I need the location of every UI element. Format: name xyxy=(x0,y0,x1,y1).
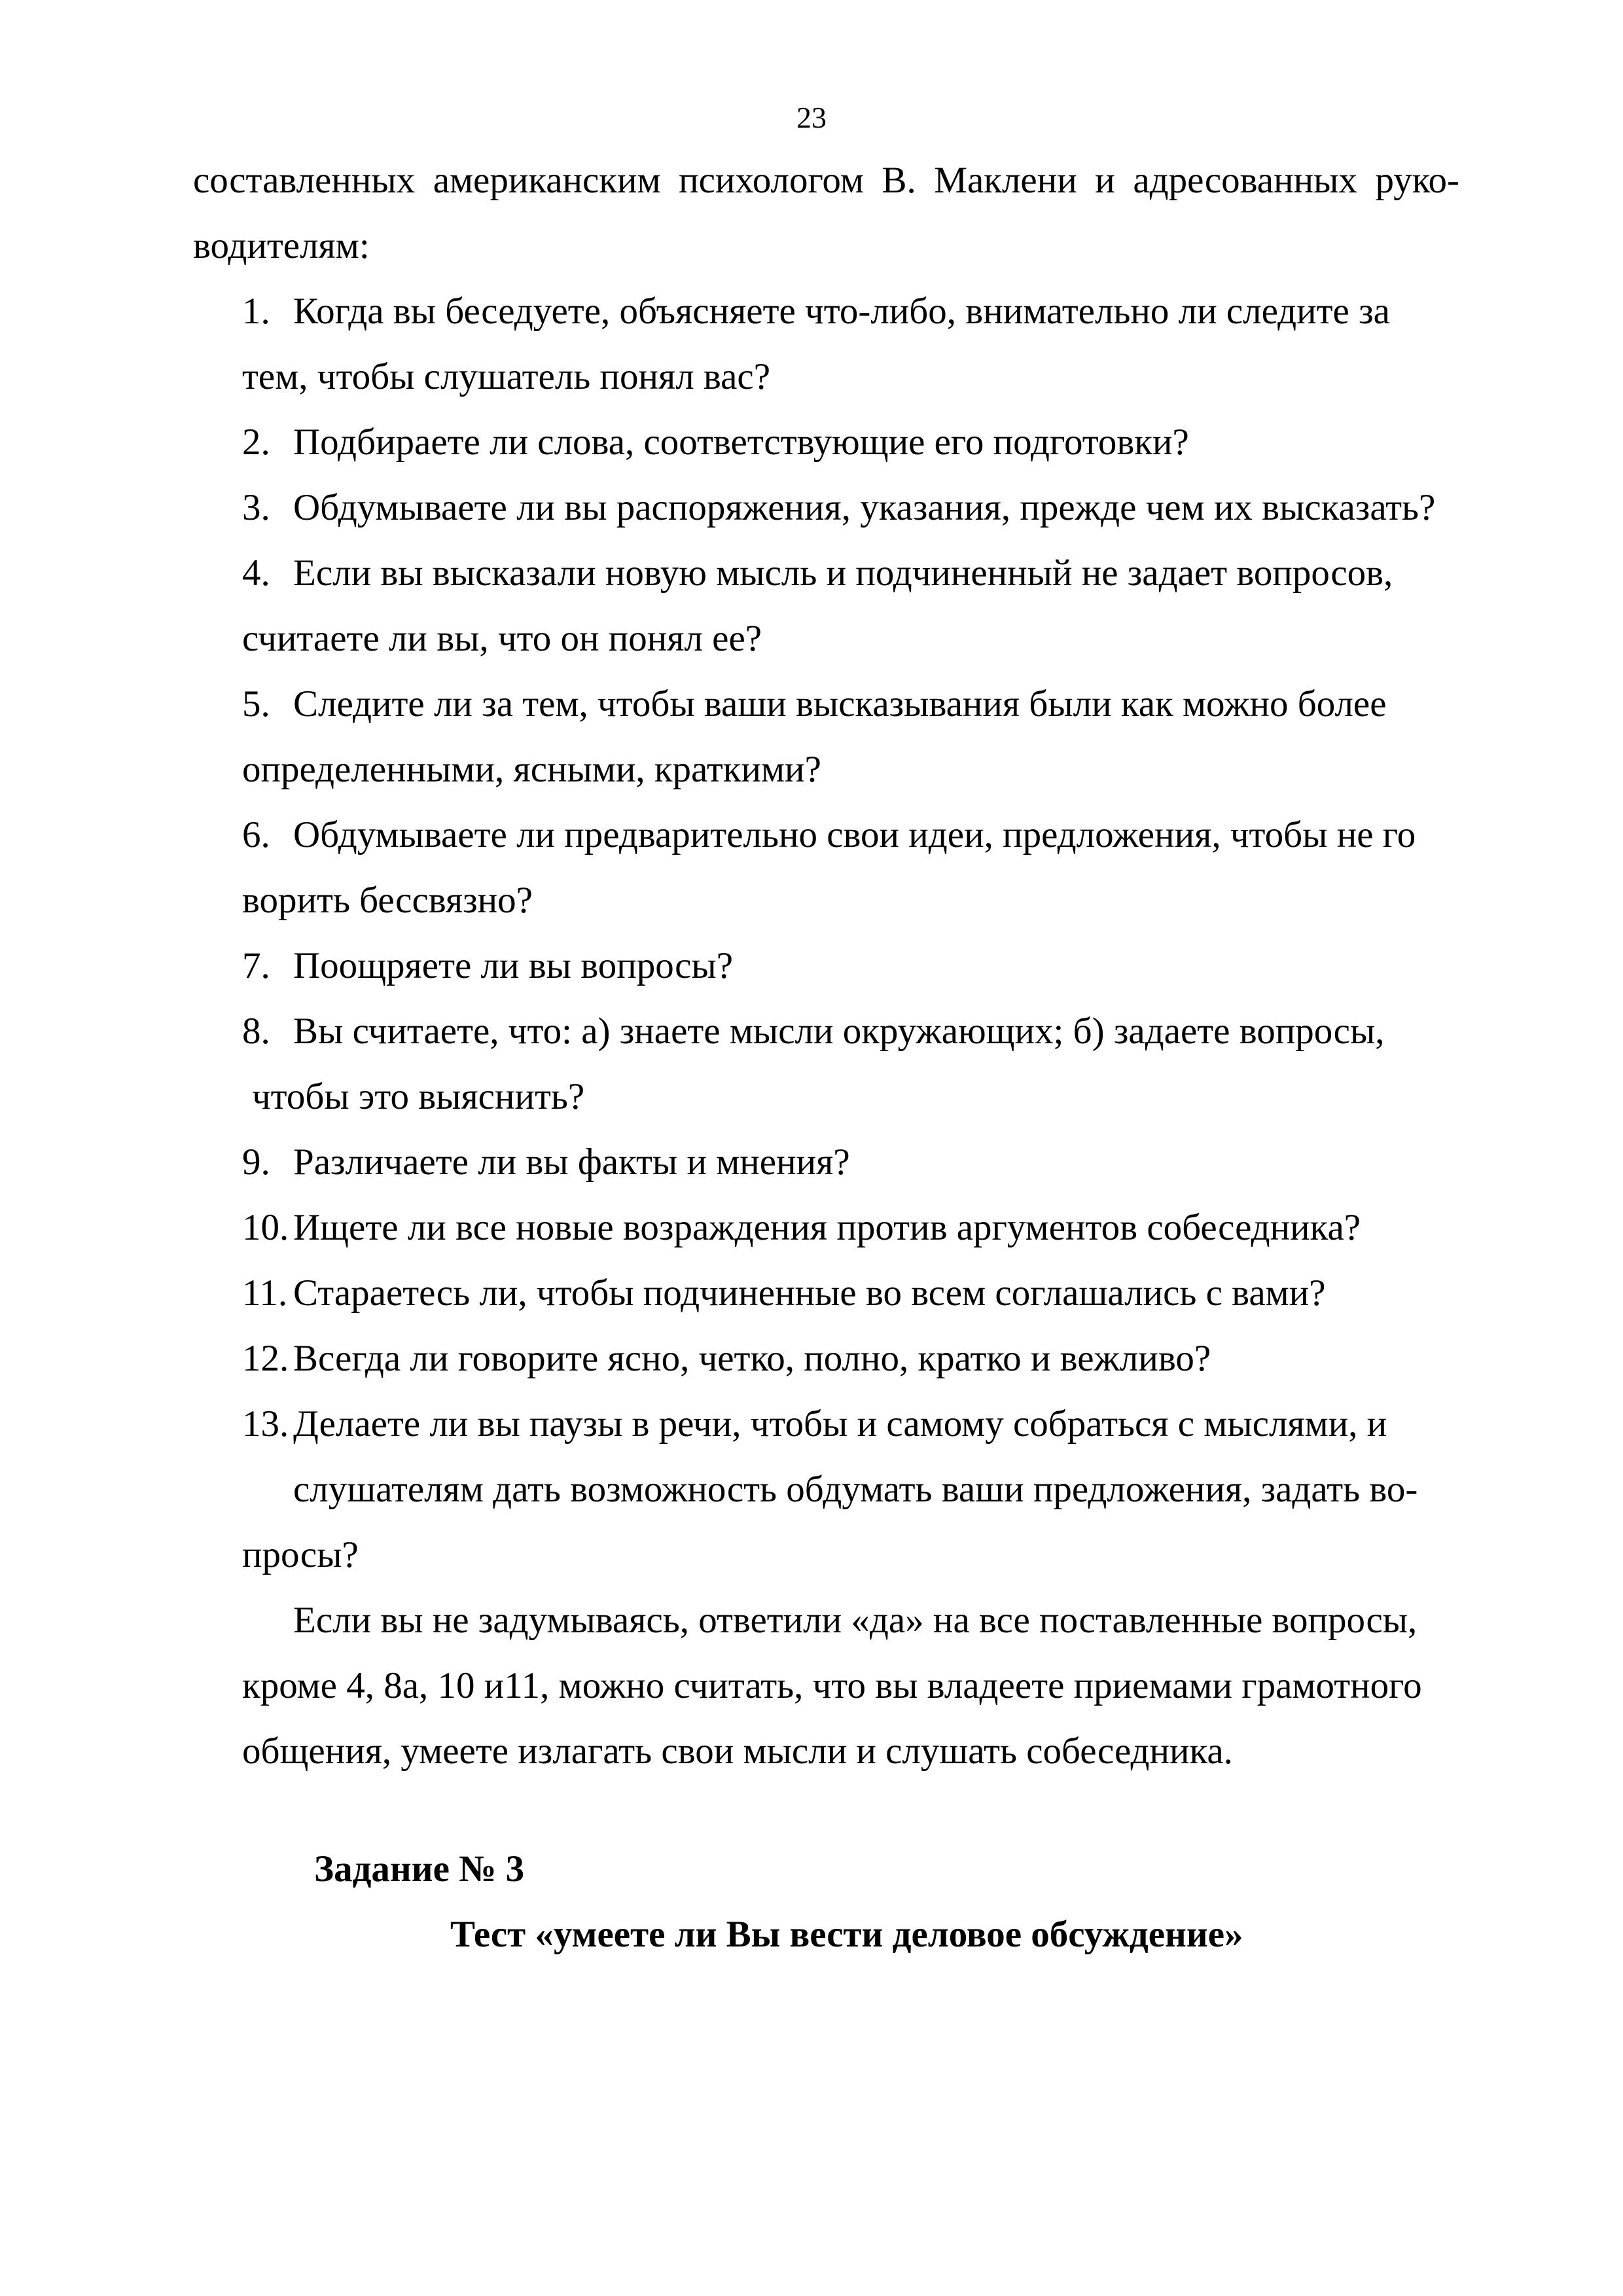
list-item-continuation: слушателям дать возможность обдумать ваши предложения, задать во- xyxy=(293,1469,1418,1510)
list-item-continuation: определенными, ясными, краткими? xyxy=(242,749,821,790)
list-item-text: Поощряете ли вы вопросы? xyxy=(293,945,734,986)
list-item xyxy=(242,485,1435,531)
list-item-number: 3. xyxy=(242,487,270,528)
list-item-text: Вы считаете, что: а) знаете мысли окружающих; б) задаете вопросы, xyxy=(293,1011,1385,1052)
list-item-number: 8. xyxy=(242,1011,270,1052)
list-item-text: Делаете ли вы паузы в речи, чтобы и самому собраться с мыслями, и xyxy=(293,1403,1387,1444)
list-item-number: 1. xyxy=(242,291,270,332)
list-item-number: 9. xyxy=(242,1141,270,1183)
list-item-text: Когда вы беседуете, объясняете что-либо, внимательно ли следите за xyxy=(293,291,1390,332)
task-heading: Задание № 3 xyxy=(314,1848,525,1890)
intro-line-2: водителям: xyxy=(193,225,370,266)
list-item-text: Ищете ли все новые возраждения против аргументов собеседника? xyxy=(293,1207,1361,1248)
list-item-continuation: считаете ли вы, что он понял ее? xyxy=(242,618,762,659)
intro-line-1: составленных американским психологом В. Маклени и адресованных руко- xyxy=(193,160,1459,201)
list-item-text: Различаете ли вы факты и мнения? xyxy=(293,1141,850,1183)
list-item-continuation: просы? xyxy=(242,1534,359,1575)
list-item xyxy=(242,1139,850,1185)
list-item xyxy=(242,1270,1326,1316)
list-item-number: 5. xyxy=(242,683,270,725)
list-item-number: 10. xyxy=(242,1207,289,1248)
page-number: 23 xyxy=(796,101,827,134)
list-item xyxy=(242,420,1189,465)
list-item-number: 4. xyxy=(242,552,270,594)
conclusion-line-1: Если вы не задумываясь, ответили «да» на все поставленные вопросы, xyxy=(293,1600,1418,1641)
task-title: Тест «умеете ли Вы вести деловое обсуждение» xyxy=(450,1914,1243,1955)
list-item-number: 13. xyxy=(242,1403,289,1444)
conclusion-line-3: общения, умеете излагать свои мысли и слушать собеседника. xyxy=(242,1731,1233,1772)
list-item xyxy=(242,681,1387,727)
list-item-continuation: чтобы это выяснить? xyxy=(252,1076,585,1117)
list-item xyxy=(242,943,733,989)
list-item-text: Обдумываете ли вы распоряжения, указания, прежде чем их высказать? xyxy=(293,487,1436,528)
list-item xyxy=(242,289,1390,334)
list-item-number: 11. xyxy=(242,1272,288,1314)
list-item-text: Всегда ли говорите ясно, четко, полно, кратко и вежливо? xyxy=(293,1338,1211,1379)
list-item-text: Обдумываете ли предварительно свои идеи, предложения, чтобы не го xyxy=(293,814,1416,855)
list-item-text: Подбираете ли слова, соответствующие его подготовки? xyxy=(293,422,1189,463)
list-item xyxy=(242,1401,1387,1447)
list-item-number: 12. xyxy=(242,1338,289,1379)
list-item xyxy=(242,1336,1211,1382)
conclusion-line-2: кроме 4, 8а, 10 и11, можно считать, что вы владеете приемами грамотного xyxy=(242,1665,1422,1706)
list-item xyxy=(242,1009,1385,1054)
list-item xyxy=(242,550,1393,596)
list-item-text: Следите ли за тем, чтобы ваши высказывания были как можно более xyxy=(293,683,1387,725)
list-item-continuation: ворить бессвязно? xyxy=(242,880,533,921)
list-item-text: Если вы высказали новую мысль и подчиненный не задает вопросов, xyxy=(293,552,1393,594)
list-item-number: 6. xyxy=(242,814,270,855)
list-item-continuation: тем, чтобы слушатель понял вас? xyxy=(242,356,770,397)
list-item-number: 2. xyxy=(242,422,270,463)
list-item xyxy=(242,1205,1361,1251)
list-item xyxy=(242,812,1416,858)
list-item-number: 7. xyxy=(242,945,270,986)
list-item-text: Стараетесь ли, чтобы подчиненные во всем соглашались с вами? xyxy=(293,1272,1326,1314)
